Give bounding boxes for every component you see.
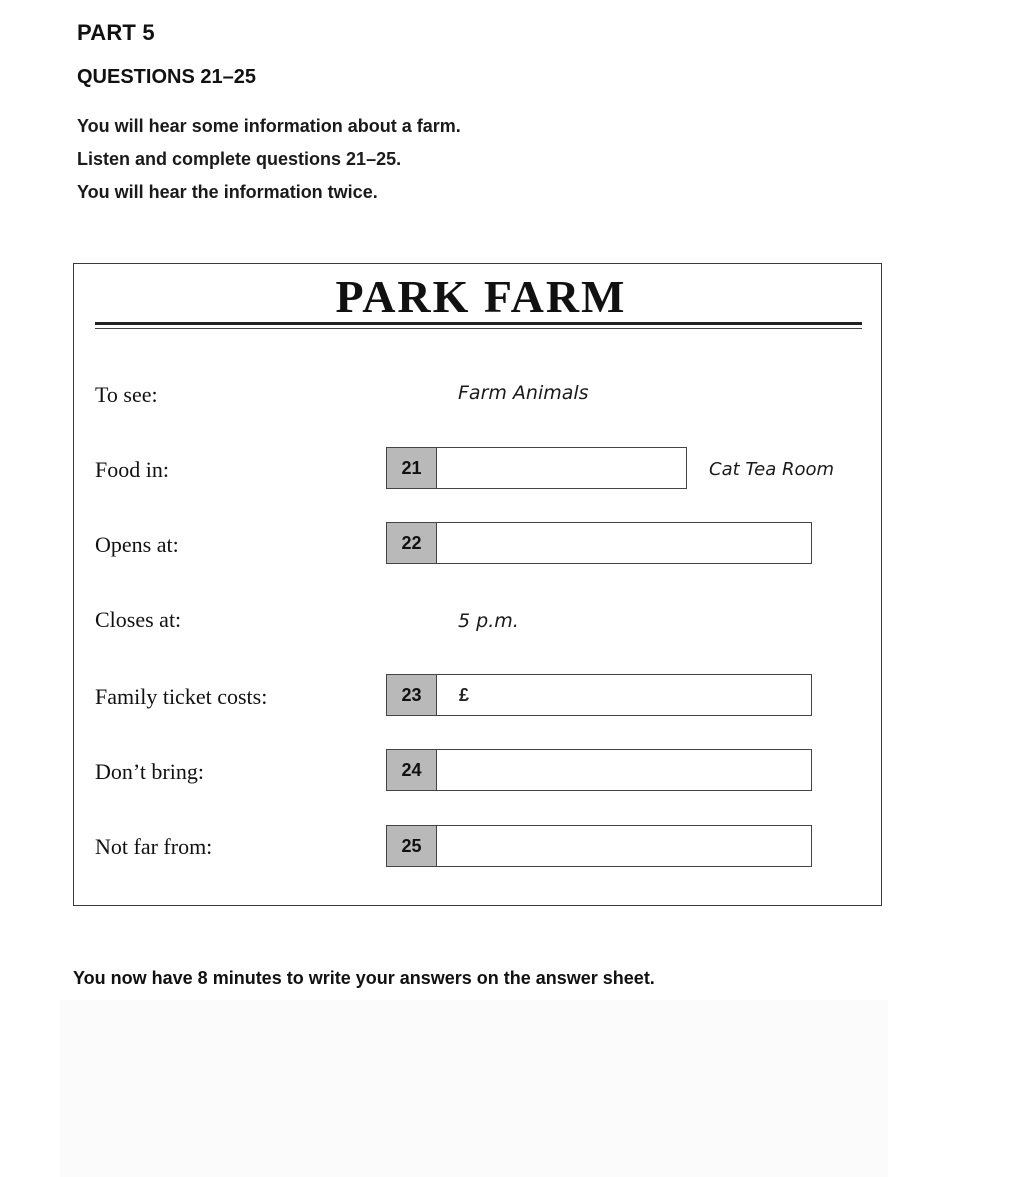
title-rule-thin [95,328,862,329]
question-number-21: 21 [387,448,437,488]
form-frame [73,263,882,906]
page-margin-right [888,0,1024,1177]
answer-field-23[interactable]: £ [459,684,470,705]
row-label-opens-at: Opens at: [95,532,179,557]
answer-box-24 [386,749,812,791]
row-label-dont-bring: Don’t bring: [95,759,204,784]
question-number-24: 24 [387,750,437,790]
question-number-25: 25 [387,826,437,866]
row-label-food-in: Food in: [95,457,169,482]
question-number-22: 22 [387,523,437,563]
instruction-line: You will hear the information twice. [77,182,378,202]
answer-box-21 [386,447,687,489]
given-answer-closing-time: 5 p.m. [458,610,519,632]
questions-title: QUESTIONS 21–25 [77,66,256,88]
answer-field-25[interactable] [437,826,811,866]
page-margin-bottom [60,1000,888,1177]
row-label-family-ticket: Family ticket costs: [95,684,268,709]
given-answer-farm-animals: Farm Animals [458,382,589,404]
instruction-line: Listen and complete questions 21–25. [77,149,402,169]
row-label-closes-at: Closes at: [95,607,182,632]
given-text-cat-tea-room: Cat Tea Room [709,459,835,480]
footer-instruction: You now have 8 minutes to write your answers on the answer sheet. [73,968,655,988]
answer-field-24[interactable] [437,750,811,790]
answer-box-22 [386,522,812,564]
part-title: PART 5 [77,20,155,45]
answer-box-25 [386,825,812,867]
answer-box-23 [386,674,812,716]
question-number-23: 23 [387,675,437,715]
answer-field-21[interactable] [437,448,686,488]
row-label-to-see: To see: [95,382,158,407]
form-title: PARK FARM [335,271,627,322]
row-label-not-far-from: Not far from: [95,834,213,859]
answer-field-22[interactable] [437,523,811,563]
title-rule-thick [95,322,862,325]
instruction-line: You will hear some information about a farm. [77,116,461,136]
